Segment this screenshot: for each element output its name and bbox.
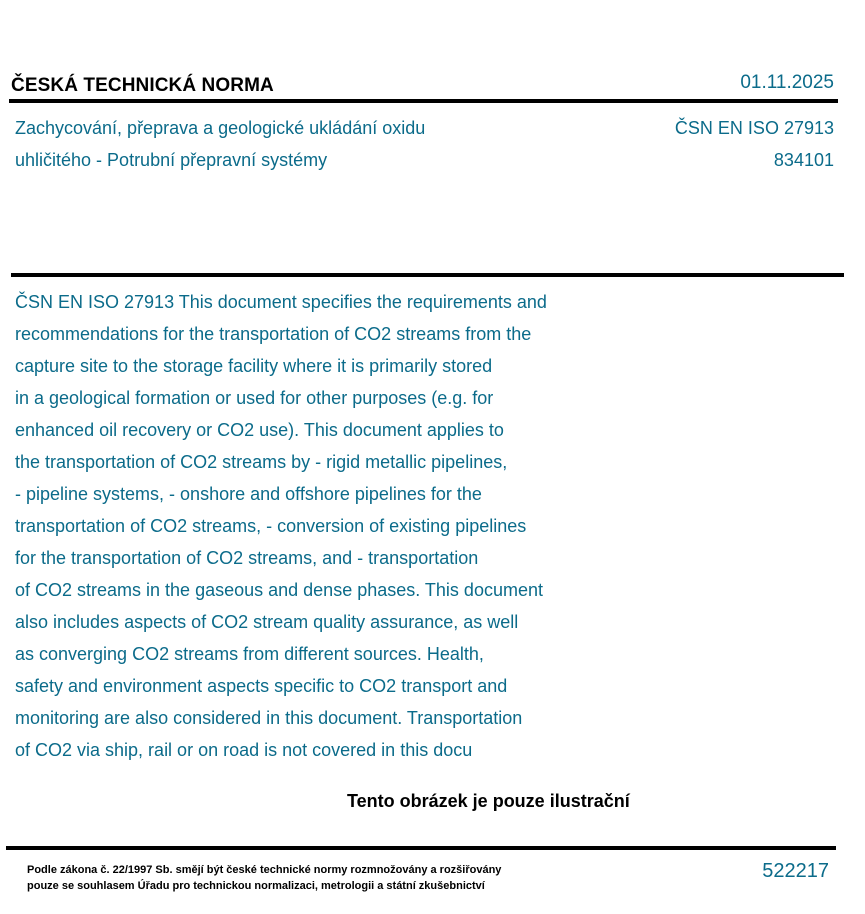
- abstract-line: capture site to the storage facility where it is primarily stored: [15, 356, 493, 376]
- header-divider: [9, 99, 838, 103]
- abstract-divider: [11, 273, 844, 277]
- abstract-line: - pipeline systems, - onshore and offshore pipelines for the: [15, 484, 482, 504]
- abstract-line: as converging CO2 streams from different sources. Health,: [15, 644, 484, 664]
- abstract-line: recommendations for the transportation of CO2 streams from the: [15, 324, 532, 344]
- abstract-text: [15, 286, 675, 766]
- footer-divider: [6, 846, 836, 850]
- czech-title-line-2: uhličitého - Potrubní přepravní systémy: [15, 150, 328, 170]
- legal-notice: [27, 862, 501, 894]
- classification-code: 834101: [773, 150, 834, 170]
- abstract-line: of CO2 via ship, rail or on road is not covered in this docu: [15, 740, 473, 760]
- standard-designation: ČSN EN ISO 27913: [674, 118, 834, 138]
- czech-title-line-1: Zachycování, přeprava a geologické ukládání oxidu: [15, 118, 426, 138]
- abstract-line: in a geological formation or used for other purposes (e.g. for: [15, 388, 494, 408]
- abstract-line: monitoring are also considered in this document. Transportation: [15, 708, 523, 728]
- abstract-line: the transportation of CO2 streams by - rigid metallic pipelines,: [15, 452, 508, 472]
- illustration-disclaimer: Tento obrázek je pouze ilustrační: [347, 791, 630, 811]
- norm-type-title: ČESKÁ TECHNICKÁ NORMA: [11, 75, 274, 96]
- legal-notice-line: Podle zákona č. 22/1997 Sb. smějí být české technické normy rozmnožovány a rozšiřovány: [27, 864, 502, 876]
- publication-date: 01.11.2025: [740, 72, 834, 93]
- legal-notice-line: pouze se souhlasem Úřadu pro technickou normalizaci, metrologii a státní zkušebnictví: [27, 880, 485, 892]
- document-id: 522217: [762, 860, 829, 882]
- abstract-line: of CO2 streams in the gaseous and dense phases. This document: [15, 580, 543, 600]
- abstract-line: for the transportation of CO2 streams, and - transportation: [15, 548, 479, 568]
- abstract-line: also includes aspects of CO2 stream quality assurance, as well: [15, 612, 519, 632]
- abstract-line: ČSN EN ISO 27913 This document specifies the requirements and: [15, 292, 547, 312]
- abstract-line: enhanced oil recovery or CO2 use). This document applies to: [15, 420, 504, 440]
- abstract-line: transportation of CO2 streams, - conversion of existing pipelines: [15, 516, 527, 536]
- abstract-line: safety and environment aspects specific to CO2 transport and: [15, 676, 508, 696]
